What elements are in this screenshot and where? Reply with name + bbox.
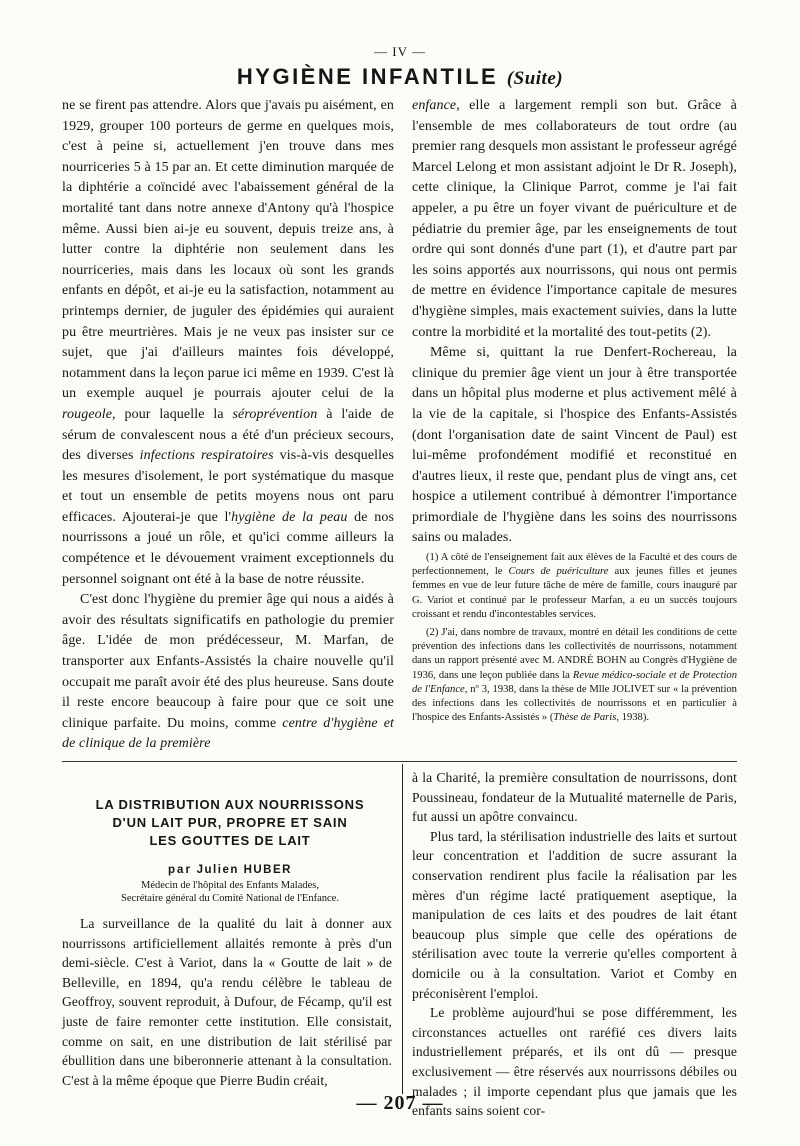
column-rule bbox=[402, 764, 403, 1094]
paragraph: Plus tard, la stérilisation industrielle des laits et surtout leur concentration et l'addition de sucre assurant la conservation rendirent plus facile la réalisation par les mères d'un régime lacté pratiquement aseptique, la manipulation de ces laits et des poudres de lait étant beaucoup plus simple que celle des opérations de stérilisation avec toute la verrerie qu'elles comportent à domicile ou à la consultation. Variot et Comby en préconisèrent l'emploi. bbox=[412, 828, 737, 1001]
author-affiliation: Médecin de l'hôpital des Enfants Malades, Secrétaire général du Comité National de l'Enfance. bbox=[121, 880, 339, 904]
paragraph: C'est donc l'hygiène du premier âge qui nous a aidés à avoir des résultats significatifs en pathologie du premier âge. L'idée de mon prédécesseur, M. Marfan, de transporter aux Enfants-Assistés la chaire nouvelle qu'il occupait me paraît avoir été des plus heureuse. Sans doute il reste encore beaucoup à faire pour que ce soit une clinique parfaite. Du moins, comme centre d'hygiène et de clinique de la première bbox=[62, 592, 394, 752]
header-suite: (Suite) bbox=[506, 68, 564, 89]
footnote-2: (2) J'ai, dans nombre de travaux, montré en détail les conditions de cette prévention des infections dans les collectivités de nourrissons, notamment dans un rapport présenté avec M. ANDRÉ BOHN au Congrès d'Hygiène de 1936, dans une leçon publiée dans la Revue médico-sociale et de Protection de l'Enfance, nº 3, 1938, dans la thèse de Mlle JOLIVET sur « la prévention des infections dans les collectivités de nourrissons et en particulier à l'hospice des Enfants-Assistés » (Thèse de Paris, 1938). bbox=[412, 627, 737, 724]
page-number: — 207 — bbox=[356, 1092, 444, 1114]
bottom-right-column bbox=[412, 768, 737, 1121]
paragraph: Le problème aujourd'hui se pose différemment, les circonstances actuelles ont raréfié ces divers laits industriellement préparés, et ils ont dû — presque exclusivement — être réservés aux nourrissons débiles ou malades ; il importe cependant plus que jamais que les enfants sains soient cor- bbox=[412, 1005, 737, 1119]
paragraph: enfance, elle a largement rempli son but. Grâce à l'ensemble de mes collaborateurs de tout ordre (au premier rang desquels mon assistant le professeur agrégé Marcel Lelong et mon assistant adjoint le Dr R. Joseph), cette clinique, la Clinique Parrot, comme je l'ai fait appeler, a pu être un foyer vivant de puériculture et de pédiatrie du premier âge, par les enseignements de tout ordre qui sont donnés d'une part (1), et d'autre part par les soins apportés aux nourrissons, qui nous ont permis de mettre en évidence l'importance capitale de mesures d'hygiène simples, mais exactement suivies, dans la lutte contre la morbidité et la mortalité des tout-petits (2). bbox=[412, 98, 737, 340]
top-left-column bbox=[62, 96, 394, 755]
byline: par Julien HUBER bbox=[168, 864, 292, 876]
top-right-column bbox=[412, 96, 737, 549]
footnotes bbox=[412, 551, 737, 729]
article-heading bbox=[80, 796, 380, 905]
author-name: Julien HUBER bbox=[196, 864, 292, 876]
footnote-1: (1) A côté de l'enseignement fait aux élèves de la Faculté et des cours de perfectionnement, le Cours de puériculture aux jeunes filles et jeunes femmes en vue de leur future tâche de mère de famille, cours inauguré par G. Variot et continué par le professeur Marfan, a eu un succès toujours croissant et rendu d'incontestables services. bbox=[412, 552, 737, 620]
paragraph: Même si, quittant la rue Denfert-Rochereau, la clinique du premier âge vient un jour à être transportée dans un hôpital plus moderne et plus activement mêlé à la vie de la capitale, si l'hospice des Enfants-Assistés (dont l'organisation date de saint Vincent de Paul) est lui-même profondément modifié et reconstitué en d'autres lieux, il reste que, pendant plus de vingt ans, cet hospice a utilement contribué à démontrer l'importance primordiale de l'hygiène dans les soins des nourrissons sains ou malades. bbox=[412, 345, 737, 546]
header-title: HYGIÈNE INFANTILE bbox=[236, 64, 499, 89]
bottom-left-column bbox=[62, 914, 392, 1090]
section-divider bbox=[62, 761, 737, 762]
paragraph: ne se firent pas attendre. Alors que j'avais pu aisément, en 1929, grouper 100 porteurs de germe en quelques mois, c'est à peine si, actuellement j'en trouve dans mes nourriceries 5 à 15 par an. Et cette diminution marquée de la diphtérie a coïncidé avec l'abaissement général de la mortalité tant dans notre annexe d'Antony qu'à l'hospice même. Aussi bien ai-je eu souvent, depuis treize ans, à lutter contre la diphtérie non seulement dans les nourriceries, mais dans les locaux où sont les grands enfants en dépôt, et ai-je eu la satisfaction, notamment au printemps dernier, de juguler des épidémies qui auraient pu être meurtrières. Mais je ne veux pas insister sur ce sujet, que j'ai d'ailleurs maintes fois développé, notamment dans la leçon parue ici même en 1939. C'est là un exemple auquel je pourrais ajouter celui de la rougeole, pour laquelle la séroprévention à l'aide de sérum de convalescent nous a été d'un précieux secours, des diverses infections respiratoires vis-à-vis desquelles les mesures d'isolement, le port systématique du masque et tout un ensemble de petits moyens nous ont paru efficaces. Ajouterai-je que l'hygiène de la peau de nos nourrissons a joué un rôle, et qu'ici comme ailleurs la compétence et le dévouement vraiment exceptionnels du personnel soignant ont été à la base de notre réussite. bbox=[62, 98, 395, 587]
paragraph: à la Charité, la première consultation de nourrissons, dont Poussineau, fondateur de la Mutualité maternelle de Paris, fut aussi un apôtre convaincu. bbox=[412, 770, 737, 825]
article-title: LA DISTRIBUTION AUX NOURRISSONS D'UN LAIT PUR, PROPRE ET SAIN LES GOUTTES DE LAIT bbox=[95, 797, 365, 848]
paragraph: La surveillance de la qualité du lait à donner aux nourrissons artificiellement allaités remonte à près d'un demi-siècle. C'est à Variot, dans la « Goutte de lait » de Belleville, en 1894, qu'a rendu célèbre le tableau de Geoffroy, souvent reproduit, à Dufour, de Fécamp, qu'il est juste de faire remonter cette institution. Elle consistait, comme on sait, en une distribution de lait stérilisé par ébullition dans une biberonnerie attenant à la consultation. C'est à la même époque que Pierre Budin créait, bbox=[62, 916, 392, 1088]
running-header bbox=[0, 64, 800, 92]
page-roman-numeral: — IV — bbox=[374, 44, 426, 59]
